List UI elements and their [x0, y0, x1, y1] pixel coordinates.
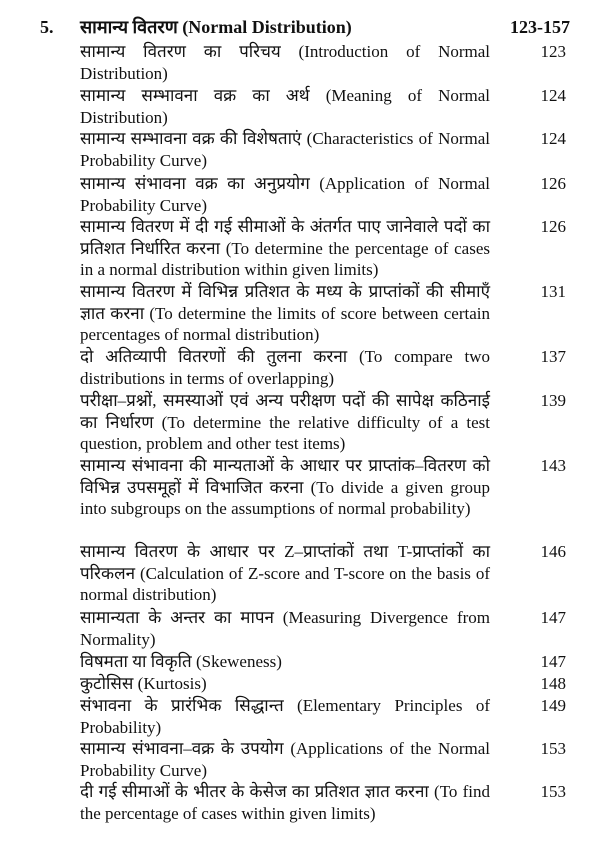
entry-page: 137 [540, 347, 566, 366]
entry-page: 153 [540, 739, 566, 758]
entry-page: 153 [540, 782, 566, 801]
toc-entry [80, 673, 570, 695]
entry-text: कुटोसिस (Kurtosis) [80, 674, 207, 693]
entry-text: सामान्य वितरण के आधार पर Z–प्राप्तांकों तथा T-प्राप्तांकों का परिकलन (Calculation of Z-score and T-score on the basis of normal distribution) [80, 542, 490, 604]
toc-entry [80, 695, 570, 738]
chapter-heading [40, 14, 570, 40]
entry-text: संभावना के प्रारंभिक सिद्धान्त (Elementary Principles of Probability) [80, 696, 490, 737]
entry-text: सामान्य वितरण में दी गई सीमाओं के अंतर्गत पाए जानेवाले पदों का प्रतिशत निर्धारित करना (To determine the percentage of cases in a normal distribution within given limits) [80, 217, 490, 279]
chapter-page-range: 123-157 [510, 17, 570, 37]
toc-entry [80, 455, 570, 520]
entry-page: 131 [540, 282, 566, 301]
entry-text: सामान्य वितरण में विभिन्न प्रतिशत के मध्य के प्राप्तांकों की सीमाएँ ज्ञात करना (To determine the limits of score between certain percentages of normal distribution) [80, 282, 490, 344]
entry-text: दो अतिव्यापी वितरणों की तुलना करना (To compare two distributions in terms of overlapping) [80, 347, 490, 388]
entry-page: 126 [540, 217, 566, 236]
entry-page: 123 [540, 42, 566, 61]
entry-text: सामान्यता के अन्तर का मापन (Measuring Divergence from Normality) [80, 608, 490, 649]
entry-page: 139 [540, 391, 566, 410]
entry-text: सामान्य सम्भावना वक्र की विशेषताएं (Characteristics of Normal Probability Curve) [80, 129, 490, 170]
toc-entry [80, 173, 570, 216]
toc-entry [80, 390, 570, 455]
toc-entry [80, 541, 570, 606]
entry-text: सामान्य संभावना वक्र का अनुप्रयोग (Application of Normal Probability Curve) [80, 174, 490, 215]
entry-text: सामान्य संभावना–वक्र के उपयोग (Applications of the Normal Probability Curve) [80, 739, 490, 780]
toc-entry [80, 281, 570, 346]
toc-entry [80, 41, 570, 84]
toc-entry [80, 651, 570, 673]
entry-text: सामान्य वितरण का परिचय (Introduction of Normal Distribution) [80, 42, 490, 83]
toc-entry [80, 738, 570, 781]
entry-page: 143 [540, 456, 566, 475]
toc-entry [80, 607, 570, 650]
chapter-title: सामान्य वितरण (Normal Distribution) [80, 17, 352, 37]
chapter-number: 5. [40, 17, 54, 37]
entry-text: विषमता या विकृति (Skeweness) [80, 652, 282, 671]
entry-page: 147 [540, 652, 566, 671]
entry-text: सामान्य संभावना की मान्यताओं के आधार पर प्राप्तांक–वितरण को विभिन्न उपसमूहों में विभाजित करना (To divide a given group into subgroups on the assumptions of normal probability) [80, 456, 490, 518]
entry-text: दी गई सीमाओं के भीतर के केसेज का प्रतिशत ज्ञात करना (To find the percentage of cases within given limits) [80, 782, 490, 823]
toc-entry [80, 346, 570, 389]
entry-page: 124 [540, 129, 566, 148]
entry-page: 126 [540, 174, 566, 193]
toc-entry [80, 85, 570, 128]
entry-text: सामान्य सम्भावना वक्र का अर्थ (Meaning of Normal Distribution) [80, 86, 490, 127]
entry-page: 124 [540, 86, 566, 105]
entry-text: परीक्षा–प्रश्नों, समस्याओं एवं अन्य परीक्षण पदों की सापेक्ष कठिनाई का निर्धारण (To determine the relative difficulty of a test question, problem and other test items) [80, 391, 490, 453]
toc-entry [80, 128, 570, 171]
toc-entry [80, 216, 570, 281]
entry-page: 147 [540, 608, 566, 627]
toc-entry [80, 781, 570, 824]
entry-page: 148 [540, 674, 566, 693]
entry-page: 146 [540, 542, 566, 561]
entry-page: 149 [540, 696, 566, 715]
